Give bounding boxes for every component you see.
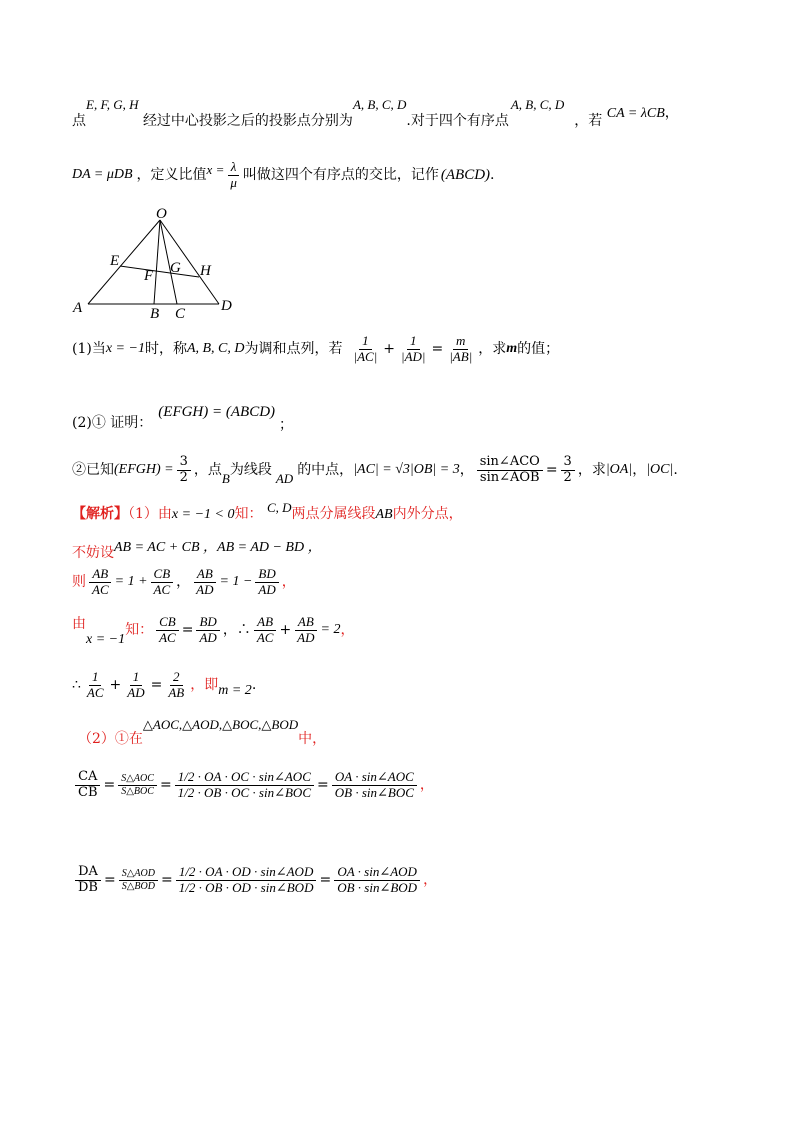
question-2-part-2 bbox=[72, 455, 678, 486]
numerator: 1/2 · OA · OC · sin∠AOC bbox=[175, 770, 314, 786]
denominator: |AB| bbox=[449, 348, 473, 364]
operator: = bbox=[545, 462, 558, 479]
solution-line-4 bbox=[72, 615, 354, 646]
denominator: CB bbox=[78, 784, 98, 800]
denominator: S△BOD bbox=[121, 880, 155, 892]
label-O: O bbox=[156, 208, 167, 222]
denominator: |AC| bbox=[353, 348, 378, 364]
numerator: 1 bbox=[407, 334, 420, 350]
points-efgh: E, F, G, H bbox=[86, 97, 139, 112]
denominator: sin∠AOB bbox=[479, 469, 540, 485]
fraction bbox=[398, 334, 428, 365]
denominator: S△BOC bbox=[121, 785, 154, 797]
denominator: AD bbox=[199, 629, 217, 645]
intro-text: ， bbox=[664, 105, 679, 121]
denominator: AD bbox=[258, 581, 276, 597]
projection-diagram bbox=[68, 208, 248, 320]
question-text: ，点 bbox=[193, 462, 222, 479]
fraction bbox=[119, 868, 158, 892]
math: C, D bbox=[266, 500, 292, 515]
question-2-part-1 bbox=[72, 404, 294, 433]
operator: = bbox=[103, 872, 116, 889]
numerator: BD bbox=[255, 567, 278, 583]
fraction bbox=[332, 770, 417, 801]
denominator: 2 bbox=[563, 469, 572, 485]
question-1 bbox=[72, 334, 559, 365]
numerator: CA bbox=[75, 770, 100, 786]
math: x = −1 < 0 bbox=[171, 507, 235, 522]
intro-line-2 bbox=[72, 160, 494, 191]
denominator: AC bbox=[153, 581, 171, 597]
math: = 1 − bbox=[219, 574, 253, 590]
math: AB bbox=[375, 507, 393, 522]
solution-text: （1）由 bbox=[128, 506, 172, 522]
operator: = bbox=[319, 872, 332, 889]
fraction bbox=[294, 615, 317, 646]
denominator: μ bbox=[230, 174, 237, 190]
fraction bbox=[151, 567, 174, 598]
operator: = bbox=[159, 777, 172, 794]
operator: = bbox=[150, 677, 163, 694]
line-EH bbox=[120, 266, 199, 277]
question-text: 为线段 bbox=[229, 462, 272, 479]
fraction bbox=[254, 615, 277, 646]
question-text: (1)当 bbox=[72, 341, 106, 358]
numerator: m bbox=[453, 334, 468, 350]
math: x = −1 bbox=[86, 632, 126, 648]
fraction bbox=[193, 567, 216, 598]
denominator: |AD| bbox=[401, 348, 426, 364]
solution-text: 由 bbox=[72, 616, 86, 633]
punct: ， bbox=[176, 574, 191, 591]
intro-text: 经过中心投影之后的投影点分别为 bbox=[142, 113, 353, 129]
question-text: ，求 bbox=[478, 341, 507, 358]
label-C: C bbox=[175, 306, 186, 320]
numerator: CB bbox=[156, 615, 179, 631]
therefore: ∴ bbox=[72, 677, 81, 694]
question-text: 为调和点列，若 bbox=[244, 341, 343, 358]
solution-line-6 bbox=[78, 717, 327, 747]
solution-line-5 bbox=[72, 670, 256, 701]
solution-text: （2）①在 bbox=[78, 731, 143, 747]
label-G: G bbox=[170, 260, 181, 276]
numerator: 1 bbox=[130, 670, 143, 686]
fraction-sine-ratio bbox=[477, 455, 543, 486]
numerator: λ bbox=[228, 160, 240, 176]
math: = 1 + bbox=[114, 574, 148, 590]
label-D: D bbox=[221, 298, 232, 314]
vector-relation: CA = λCB bbox=[606, 106, 665, 121]
point-B: B bbox=[221, 470, 230, 486]
punct: ， bbox=[423, 872, 438, 889]
question-text: ， bbox=[459, 462, 474, 479]
fraction bbox=[124, 670, 147, 701]
solution-tag: 【解析】 bbox=[72, 506, 128, 522]
question-text: 的中点， bbox=[297, 462, 354, 479]
fraction bbox=[351, 334, 381, 365]
intro-text: 点 bbox=[72, 113, 86, 129]
question-text: (2)① 证明： bbox=[72, 414, 153, 431]
fraction bbox=[334, 865, 420, 896]
intro-text: ，定义比值 bbox=[136, 167, 207, 184]
fraction bbox=[118, 773, 157, 797]
numerator: 1 bbox=[359, 334, 372, 350]
fraction bbox=[165, 670, 187, 701]
solution-text: 不妨设 bbox=[72, 545, 114, 561]
operator: + bbox=[383, 341, 396, 358]
label-E: E bbox=[110, 253, 120, 269]
math: m = 2 bbox=[218, 683, 252, 699]
numerator: AB bbox=[194, 567, 216, 583]
expression: (EFGH) = (ABCD) bbox=[158, 404, 276, 420]
fraction bbox=[446, 334, 475, 365]
vector-relation: DA = μDB bbox=[72, 167, 133, 183]
solution-text: 知： bbox=[234, 506, 263, 522]
punct: . bbox=[251, 677, 257, 694]
points: A, B, C, D bbox=[186, 341, 245, 357]
punct: ， bbox=[419, 777, 434, 794]
equation-area-ratio-1 bbox=[72, 770, 434, 801]
numerator: AB bbox=[254, 615, 276, 631]
numerator: AB bbox=[295, 615, 317, 631]
denominator: DB bbox=[78, 879, 98, 895]
solution-text: ，即 bbox=[190, 677, 219, 694]
numerator: 1 bbox=[89, 670, 102, 686]
variable-m: m bbox=[506, 341, 518, 357]
denominator: 1/2 · OB · OD · sin∠BOD bbox=[178, 879, 314, 895]
fraction bbox=[175, 770, 314, 801]
question-text: ， bbox=[632, 462, 647, 479]
solution-text: 两点分属线段 bbox=[291, 506, 376, 522]
numerator: 1/2 · OA · OD · sin∠AOD bbox=[176, 865, 317, 881]
points-abcd: A, B, C, D bbox=[510, 97, 565, 112]
line-OB bbox=[154, 220, 160, 304]
numerator: S△AOD bbox=[119, 868, 158, 881]
numerator: OA · sin∠AOD bbox=[334, 865, 420, 881]
ask-OC: |OC| bbox=[646, 462, 674, 478]
condition: x = −1 bbox=[105, 341, 145, 357]
math: AB = AC + CB ，AB = AD − BD ， bbox=[114, 540, 322, 555]
question-text: 的值； bbox=[517, 341, 560, 358]
fraction bbox=[75, 865, 101, 896]
numerator: S△AOC bbox=[118, 773, 157, 786]
denominator: OB · sin∠BOC bbox=[334, 784, 414, 800]
fraction bbox=[196, 615, 219, 646]
points-abcd: A, B, C, D bbox=[352, 97, 407, 112]
condition: |AC| = √3|OB| = 3 bbox=[353, 462, 460, 478]
denominator: AB bbox=[168, 684, 185, 700]
intro-text: . bbox=[490, 167, 495, 184]
numerator: 3 bbox=[561, 455, 575, 471]
operator: = bbox=[431, 341, 444, 358]
denominator: AC bbox=[159, 629, 176, 645]
solution-text: 中， bbox=[298, 731, 327, 747]
cross-ratio: (ABCD) bbox=[440, 166, 491, 183]
numerator: sin∠ACO bbox=[477, 455, 543, 471]
solution-text: 则 bbox=[72, 574, 86, 591]
numerator: BD bbox=[196, 615, 219, 631]
denominator: AC bbox=[256, 629, 274, 645]
numerator: CB bbox=[151, 567, 174, 583]
operator: + bbox=[279, 622, 292, 639]
label-A: A bbox=[73, 300, 83, 316]
fraction bbox=[156, 615, 179, 646]
numerator: DA bbox=[75, 865, 101, 881]
intro-line-1 bbox=[72, 97, 679, 129]
question-text: ； bbox=[279, 416, 294, 433]
ask-OA: |OA| bbox=[605, 462, 633, 478]
punct: ，∴ bbox=[222, 622, 251, 639]
denominator: 1/2 · OB · OC · sin∠BOC bbox=[177, 784, 311, 800]
numerator: 2 bbox=[170, 670, 183, 686]
label-F: F bbox=[144, 268, 154, 284]
punct: ， bbox=[281, 574, 296, 591]
operator: = bbox=[160, 872, 173, 889]
intro-text: .对于四个有序点 bbox=[406, 113, 509, 129]
question-text: . bbox=[673, 462, 678, 479]
question-text: ②已知 bbox=[72, 462, 114, 479]
fraction bbox=[255, 567, 278, 598]
solution-text: 知： bbox=[125, 622, 154, 639]
line-OA bbox=[88, 220, 160, 304]
fraction bbox=[75, 770, 101, 801]
denominator: AC bbox=[92, 581, 109, 597]
punct: ， bbox=[340, 622, 355, 639]
solution-line-1 bbox=[72, 500, 463, 522]
intro-text: ，若 bbox=[574, 113, 603, 129]
math: △AOC,△AOD,△BOC,△BOD bbox=[142, 717, 299, 732]
numerator: 3 bbox=[177, 455, 191, 471]
fraction bbox=[89, 567, 112, 598]
segment-AD: AD bbox=[275, 470, 294, 486]
operator: = bbox=[103, 777, 116, 794]
label-H: H bbox=[200, 263, 211, 279]
denominator: AD bbox=[297, 629, 315, 645]
equation-area-ratio-2 bbox=[72, 865, 437, 896]
fraction bbox=[176, 865, 317, 896]
denominator: AD bbox=[196, 581, 214, 597]
math: = 2 bbox=[320, 622, 341, 638]
operator: + bbox=[109, 677, 122, 694]
ratio-x: x = bbox=[206, 161, 225, 177]
numerator: OA · sin∠AOC bbox=[332, 770, 417, 786]
operator: = bbox=[317, 777, 329, 794]
expression: (EFGH) = bbox=[114, 462, 174, 478]
denominator: AD bbox=[127, 684, 145, 700]
operator: = bbox=[181, 622, 194, 639]
fraction bbox=[177, 455, 191, 486]
solution-text: 内外分点， bbox=[392, 506, 463, 522]
question-text: ，求 bbox=[577, 462, 606, 479]
numerator: AB bbox=[89, 567, 111, 583]
denominator: OB · sin∠BOD bbox=[337, 879, 418, 895]
fraction bbox=[561, 455, 575, 486]
solution-line-3 bbox=[72, 567, 296, 598]
intro-text: 叫做这四个有序点的交比，记作 bbox=[242, 167, 439, 184]
fraction-lambda-mu bbox=[227, 160, 240, 191]
fraction bbox=[84, 670, 107, 701]
denominator: 2 bbox=[179, 469, 188, 485]
question-text: 时，称 bbox=[144, 341, 187, 358]
denominator: AC bbox=[86, 684, 104, 700]
solution-line-2 bbox=[72, 540, 322, 561]
label-B: B bbox=[150, 306, 160, 320]
